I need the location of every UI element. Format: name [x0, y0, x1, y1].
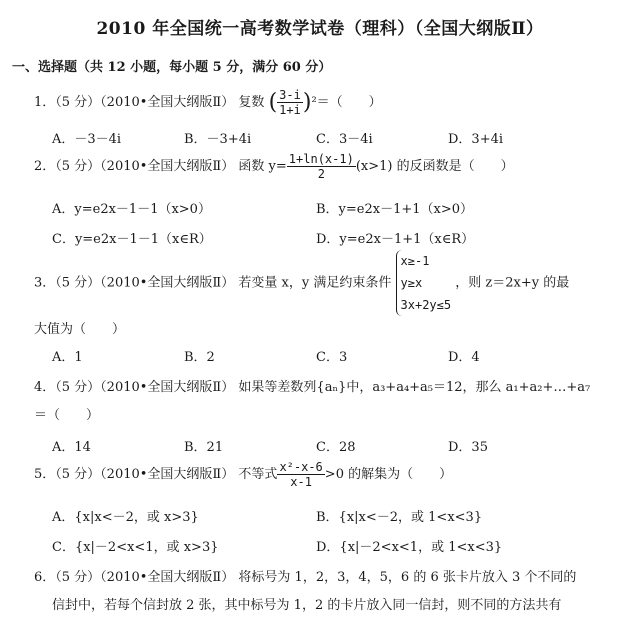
question-text: >0 的解集为（ ） — [324, 467, 453, 482]
option-d: D．y=e2x－1+1（x∈R） — [316, 232, 475, 247]
fraction — [287, 152, 356, 181]
option-c: C．y=e2x－1－1（x∈R） — [52, 232, 212, 247]
question-text: 如果等差数列{aₙ}中，a₃+a₄+a₅＝12，那么 a₁+a₂+…+a₇ — [238, 380, 591, 395]
question-text: 将标号为 1，2，3，4，5，6 的 6 张卡片放入 3 个不同的 — [238, 570, 577, 585]
question-4 — [34, 376, 590, 395]
option-c: C．3 — [316, 350, 348, 365]
paren-left: ( — [268, 90, 278, 115]
paren-right: ) — [302, 90, 312, 115]
question-text: ，则 z＝2x+y 的最 — [455, 275, 570, 291]
question-text-continued: 信封中，若每个信封放 2 张，其中标号为 1，2 的卡片放入同一信封，则不同的方法共有 — [52, 598, 562, 613]
question-1 — [34, 88, 382, 117]
question-source: （5 分）（2010•全国大纲版Ⅱ） — [55, 570, 235, 585]
section-heading: 一、选择题（共 12 小题，每小题 5 分，满分 60 分） — [12, 60, 332, 75]
question-text: 若变量 x，y 满足约束条件 — [238, 275, 392, 291]
option-b: B．y=e2x－1+1（x>0） — [316, 202, 474, 217]
option-d: D．35 — [448, 440, 488, 455]
option-c: C．28 — [316, 440, 356, 455]
constraint-system — [396, 250, 452, 316]
fraction-denominator: x-1 — [290, 475, 312, 489]
question-source: （5 分）（2010•全国大纲版Ⅱ） — [55, 467, 235, 482]
question-number: 2． — [34, 159, 56, 174]
option-b: B．－3+4i — [184, 132, 252, 147]
option-c: C．{x|－2<x<1，或 x>3} — [52, 540, 219, 555]
question-text: 不等式 — [238, 467, 278, 482]
option-b: B．21 — [184, 440, 224, 455]
question-text: (x>1) 的反函数是（ ） — [355, 159, 514, 174]
question-6 — [34, 566, 576, 585]
question-number: 6． — [34, 570, 56, 585]
constraint: 3x+2y≤5 — [400, 298, 452, 312]
constraint: y≥x — [400, 276, 423, 290]
fraction-numerator: 1+ln(x-1) — [288, 152, 354, 166]
fraction — [277, 460, 324, 489]
question-text-continued: ＝（ ） — [34, 408, 100, 423]
option-b: B．2 — [184, 350, 215, 365]
question-3 — [34, 250, 569, 316]
question-text: 复数 — [238, 95, 265, 110]
question-text: 函数 y= — [238, 159, 287, 174]
fraction-denominator: 2 — [317, 167, 325, 181]
page-title: 2010 年全国统一高考数学试卷（理科）（全国大纲版Ⅱ） — [96, 19, 544, 39]
question-number: 4． — [34, 380, 56, 395]
option-d: D．4 — [448, 350, 480, 365]
option-a: A．－3－4i — [52, 132, 122, 147]
question-number: 1． — [34, 95, 56, 110]
option-d: D．{x|－2<x<1，或 1<x<3} — [316, 540, 503, 555]
fraction — [277, 88, 303, 117]
fraction-denominator: 1+i — [279, 103, 301, 117]
question-2 — [34, 152, 514, 181]
option-b: B．{x|x<－2，或 1<x<3} — [316, 510, 483, 525]
option-a: A．y=e2x－1－1（x>0） — [52, 202, 211, 217]
option-a: A．1 — [52, 350, 83, 365]
option-c: C．3－4i — [316, 132, 373, 147]
question-5 — [34, 460, 452, 489]
question-number: 3． — [34, 275, 56, 291]
fraction-numerator: x²-x-6 — [279, 460, 323, 474]
question-text: ²＝（ ） — [311, 95, 382, 110]
option-d: D．3+4i — [448, 132, 504, 147]
fraction-numerator: 3-i — [279, 88, 301, 102]
option-a: A．{x|x<－2，或 x>3} — [52, 510, 199, 525]
question-source: （5 分）（2010•全国大纲版Ⅱ） — [55, 275, 235, 291]
question-source: （5 分）（2010•全国大纲版Ⅱ） — [55, 380, 235, 395]
option-a: A．14 — [52, 440, 91, 455]
question-source: （5 分）（2010•全国大纲版Ⅱ） — [55, 95, 235, 110]
constraint: x≥-1 — [400, 254, 430, 268]
question-text-continued: 大值为（ ） — [34, 322, 126, 337]
question-number: 5． — [34, 467, 56, 482]
question-source: （5 分）（2010•全国大纲版Ⅱ） — [55, 159, 235, 174]
